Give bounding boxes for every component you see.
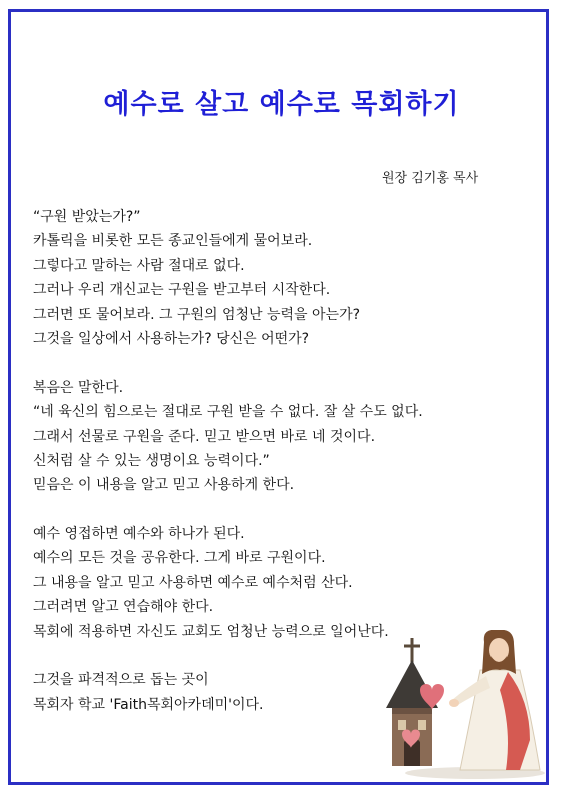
text-line: 목회에 적용하면 자신도 교회도 엄청난 능력으로 일어난다. (33, 623, 389, 640)
text-line: 그러면 또 물어보라. 그 구원의 엄청난 능력을 아는가? (33, 306, 361, 323)
text-line: 카톨릭을 비롯한 모든 종교인들에게 물어보라. (33, 233, 313, 250)
text-line: 예수의 모든 것을 공유한다. 그게 바로 구원이다. (33, 550, 326, 567)
text-line: “네 육신의 힘으로는 절대로 구원 받을 수 없다. 잘 살 수도 없다. (33, 404, 423, 421)
text-line: 그렇다고 말하는 사람 절대로 없다. (33, 257, 245, 274)
paragraph-gap (33, 498, 513, 522)
paragraph (33, 205, 513, 351)
text-line: 그 내용을 알고 믿고 사용하면 예수로 예수처럼 산다. (33, 574, 353, 591)
text-line: 신처럼 살 수 있는 생명이요 능력이다.” (33, 452, 270, 469)
text-line: 그러려면 알고 연습해야 한다. (33, 599, 214, 616)
text-line: 예수 영접하면 예수와 하나가 된다. (33, 526, 245, 543)
jesus-figure-icon (449, 630, 540, 770)
paragraph-gap (33, 351, 513, 375)
author-line: 원장 김기홍 목사 (382, 171, 479, 186)
text-line: 그래서 선물로 구원을 준다. 믿고 받으면 바로 네 것이다. (33, 428, 376, 445)
paragraph (33, 376, 513, 498)
text-line: 그것을 파격적으로 돕는 곳이 (33, 672, 209, 689)
text-line: 믿음은 이 내용을 알고 믿고 사용하게 한다. (33, 477, 295, 494)
jesus-church-illustration-icon (380, 630, 550, 780)
text-line: 그것을 일상에서 사용하는가? 당신은 어떤가? (33, 330, 310, 347)
page-title: 예수로 살고 예수로 목회하기 (103, 89, 460, 120)
text-line: 그러나 우리 개신교는 구원을 받고부터 시작한다. (33, 282, 331, 299)
text-line: 복음은 말한다. (33, 379, 124, 396)
text-line: “구원 받았는가?” (33, 209, 141, 225)
paragraph (33, 522, 513, 644)
text-line: 목회자 학교 'Faith목회아카데미'이다. (33, 696, 264, 713)
